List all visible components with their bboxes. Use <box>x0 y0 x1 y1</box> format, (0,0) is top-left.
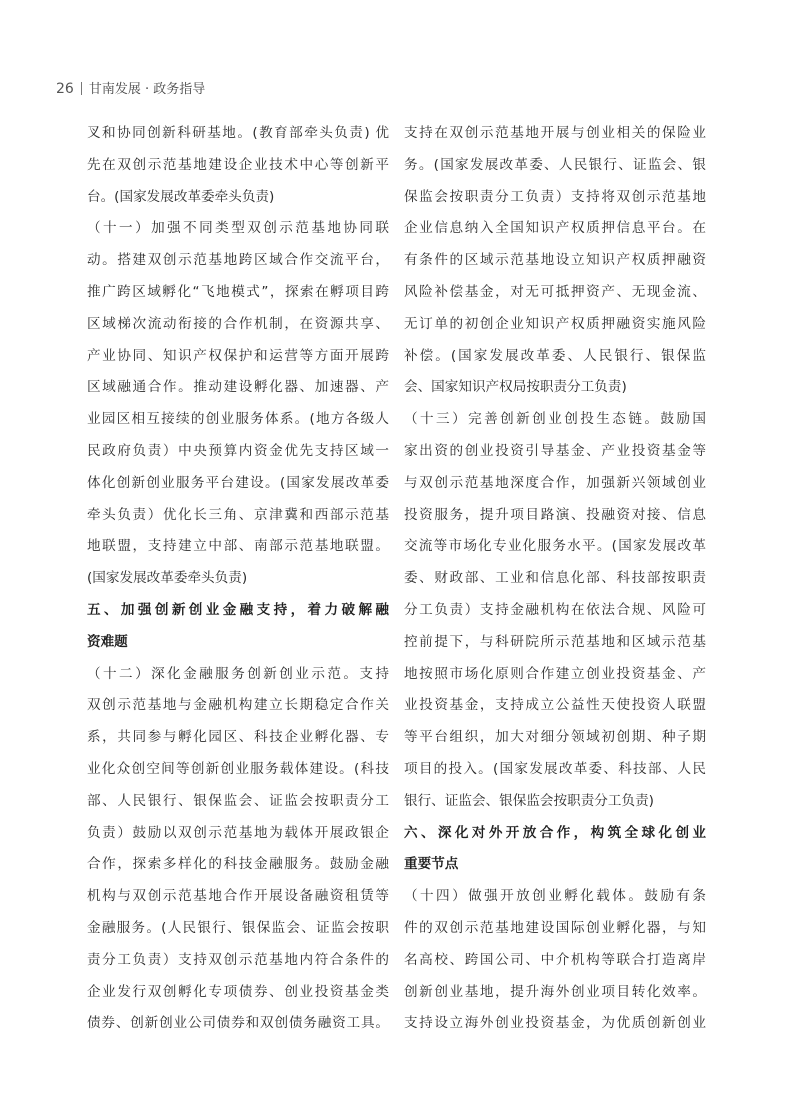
body-text-line: 名高校、跨国公司、中介机构等联合打造离岸 <box>404 951 706 968</box>
section-heading-line: 重要节点 <box>404 856 459 873</box>
body-text-line: 民政府负责）中央预算内资金优先支持区域一 <box>87 442 389 459</box>
body-text-line: 牵头负责）优化长三角、京津冀和西部示范基 <box>87 506 389 523</box>
body-text-line: 支持设立海外创业投资基金，为优质创新创业 <box>404 1015 706 1032</box>
body-text-line: 有条件的区域示范基地设立知识产权质押融资 <box>404 252 706 269</box>
body-text-line: 推广跨区域孵化“飞地模式”，探索在孵项目跨 <box>87 283 389 300</box>
body-text-line: 台。(国家发展改革委牵头负责) <box>87 188 275 205</box>
body-text-line: 无订单的初创企业知识产权质押融资实施风险 <box>404 315 706 332</box>
body-text-line: 先在双创示范基地建设企业技术中心等创新平 <box>87 156 389 173</box>
body-text-line: 动。搭建双创示范基地跨区域合作交流平台， <box>87 252 389 269</box>
body-text-line: 产业协同、知识产权保护和运营等方面开展跨 <box>87 347 389 364</box>
body-text-line: 等平台组织，加大对细分领域初创期、种子期 <box>404 729 706 746</box>
body-text-line: 风险补偿基金，对无可抵押资产、无现金流、 <box>404 283 706 300</box>
body-text-line: 委、财政部、工业和信息化部、科技部按职责 <box>404 570 706 587</box>
body-text-line: 家出资的创业投资引导基金、产业投资基金等 <box>404 442 706 459</box>
body-text-line: 与双创示范基地深度合作，加强新兴领域创业 <box>404 474 706 491</box>
header-divider <box>81 82 82 95</box>
body-text-line: 项目的投入。(国家发展改革委、科技部、人民 <box>404 760 706 777</box>
body-text-line: 保监会按职责分工负责）支持将双创示范基地 <box>404 188 706 205</box>
body-text-line: 创新创业基地，提升海外创业项目转化效率。 <box>404 983 706 1000</box>
body-text-line: 合作，探索多样化的科技金融服务。鼓励金融 <box>87 856 389 873</box>
body-text-line: （十一）加强不同类型双创示范基地协同联 <box>87 220 389 237</box>
body-text-line: (国家发展改革委牵头负责) <box>87 570 248 587</box>
header-title: 甘南发展 · 政务指导 <box>88 82 206 97</box>
body-text-line: 件的双创示范基地建设国际创业孵化器，与知 <box>404 919 706 936</box>
body-text-line: 控前提下，与科研院所示范基地和区域示范基 <box>404 633 706 650</box>
body-text-line: 企业信息纳入全国知识产权质押信息平台。在 <box>404 220 706 237</box>
body-text-line: 投资服务，提升项目路演、投融资对接、信息 <box>404 506 706 523</box>
body-text-line: 交流等市场化专业化服务水平。(国家发展改革 <box>404 538 706 555</box>
section-heading-line: 五、加强创新创业金融支持，着力破解融 <box>87 601 389 618</box>
section-heading-line: 资难题 <box>87 633 128 650</box>
body-text-line: 业投资基金，支持成立公益性天使投资人联盟 <box>404 697 706 714</box>
body-text-line: 业园区相互接续的创业服务体系。(地方各级人 <box>87 411 389 428</box>
body-text-line: 系，共同参与孵化园区、科技企业孵化器、专 <box>87 729 389 746</box>
left-text-column <box>87 118 389 1040</box>
page-number: 26 <box>56 81 74 97</box>
body-text-line: 企业发行双创孵化专项债券、创业投资基金类 <box>87 983 389 1000</box>
body-text-line: 机构与双创示范基地合作开展设备融资租赁等 <box>87 888 389 905</box>
body-text-line: 银行、证监会、银保监会按职责分工负责) <box>404 792 654 809</box>
body-text-line: 分工负责）支持金融机构在依法合规、风险可 <box>404 601 706 618</box>
body-text-line: 地联盟，支持建立中部、南部示范基地联盟。 <box>87 538 389 555</box>
right-text-column <box>404 118 706 1040</box>
body-text-line: 支持在双创示范基地开展与创业相关的保险业 <box>404 125 706 141</box>
body-text-line: 责分工负责）支持双创示范基地内符合条件的 <box>87 951 389 968</box>
section-heading-line: 六、深化对外开放合作，构筑全球化创业 <box>404 824 706 841</box>
body-text-line: 区域梯次流动衔接的合作机制，在资源共享、 <box>87 315 389 332</box>
body-text-line: 补偿。(国家发展改革委、人民银行、银保监 <box>404 347 706 364</box>
body-text-line: 债券、创新创业公司债券和双创债务融资工具。 <box>87 1015 389 1032</box>
body-text-line: 会、国家知识产权局按职责分工负责) <box>404 379 627 396</box>
body-text-line: 部、人民银行、银保监会、证监会按职责分工 <box>87 792 389 809</box>
body-text-line: 务。(国家发展改革委、人民银行、证监会、银 <box>404 156 706 173</box>
body-text-line: 区域融通合作。推动建设孵化器、加速器、产 <box>87 379 389 396</box>
body-text-line: （十四）做强开放创业孵化载体。鼓励有条 <box>404 888 706 905</box>
body-text-line: 业化众创空间等创新创业服务载体建设。(科技 <box>87 760 389 777</box>
body-text-line: （十二）深化金融服务创新创业示范。支持 <box>87 665 389 682</box>
body-text-line: （十三）完善创新创业创投生态链。鼓励国 <box>404 411 706 428</box>
body-text-line: 体化创新创业服务平台建设。(国家发展改革委 <box>87 474 389 491</box>
body-text-line: 双创示范基地与金融机构建立长期稳定合作关 <box>87 697 389 714</box>
body-text-line: 地按照市场化原则合作建立创业投资基金、产 <box>404 665 706 682</box>
body-text-line: 金融服务。(人民银行、银保监会、证监会按职 <box>87 919 389 936</box>
running-header <box>56 78 205 97</box>
body-text-line: 叉和协同创新科研基地。(教育部牵头负责) 优 <box>87 125 389 141</box>
body-text-line: 负责）鼓励以双创示范基地为载体开展政银企 <box>87 824 389 841</box>
